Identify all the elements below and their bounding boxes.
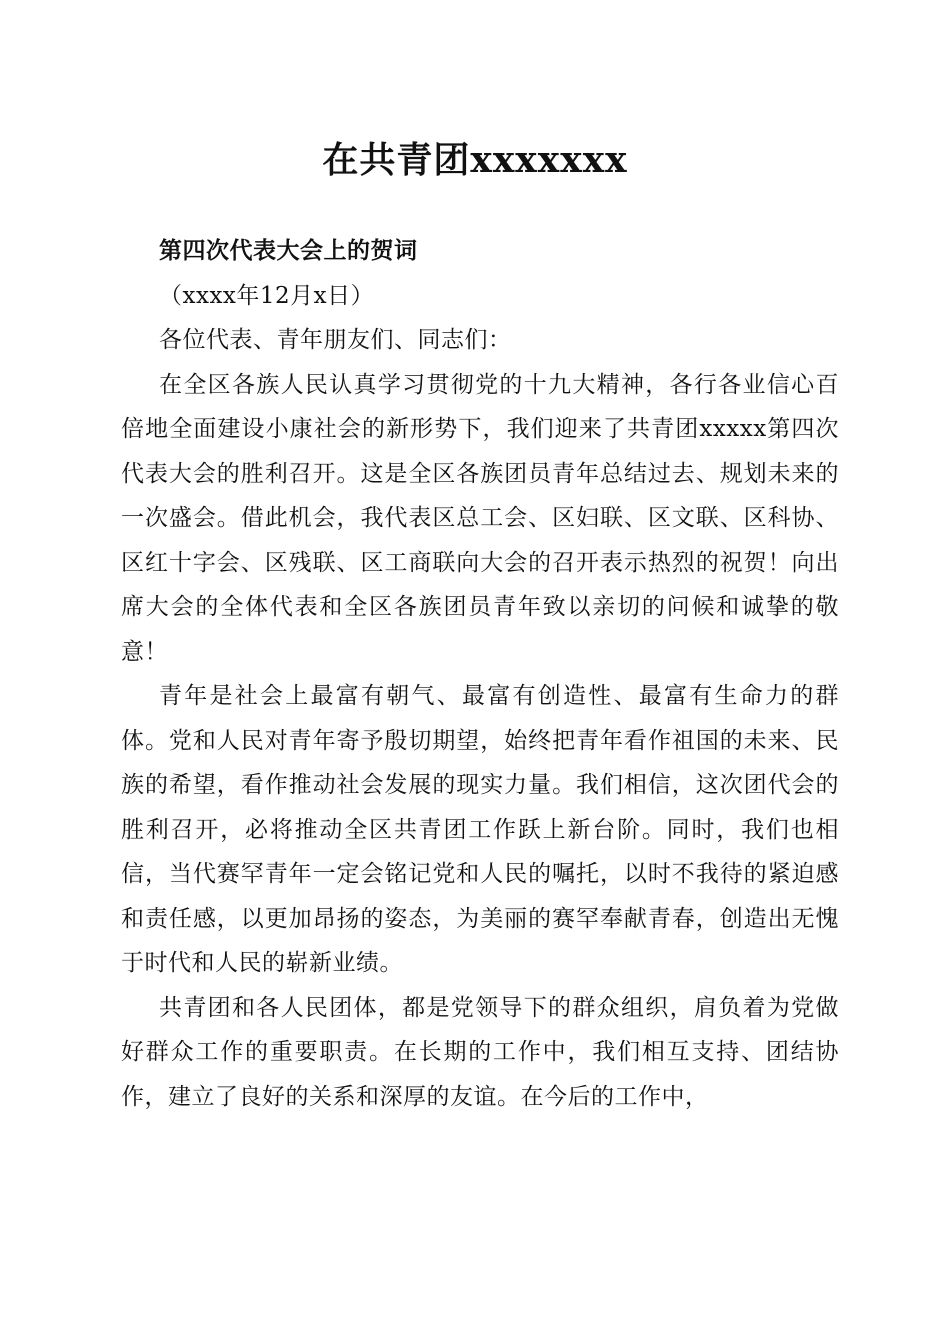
paragraph-1: 在全区各族人民认真学习贯彻党的十九大精神，各行各业信心百倍地全面建设小康社会的新形势下，我们迎来了共青团xxxxx第四次代表大会的胜利召开。这是全区各族团员青年总结过去、规划未来的一次盛会。借此机会，我代表区总工会、区妇联、区文联、区科协、区红十字会、区残联、区工商联向大会的召开表示热烈的祝贺！向出席大会的全体代表和全区各族团员青年致以亲切的问候和诚挚的敬意！ (121, 371, 839, 665)
document-body (121, 229, 839, 1119)
paragraph-2: 青年是社会上最富有朝气、最富有创造性、最富有生命力的群体。党和人民对青年寄予殷切期望，始终把青年看作祖国的未来、民族的希望，看作推动社会发展的现实力量。我们相信，这次团代会的胜利召开，必将推动全区共青团工作跃上新台阶。同时，我们也相信，当代赛罕青年一定会铭记党和人民的嘱托，以时不我待的紧迫感和责任感，以更加昂扬的姿态，为美丽的赛罕奉献青春，创造出无愧于时代和人民的崭新业绩。 (121, 683, 839, 976)
document-title: 在共青团xxxxxxx (322, 139, 628, 181)
salutation: 各位代表、青年朋友们、同志们： (159, 327, 512, 353)
document-subtitle: 第四次代表大会上的贺词 (159, 237, 418, 264)
paragraph-3: 共青团和各人民团体，都是党领导下的群众组织，肩负着为党做好群众工作的重要职责。在长期的工作中，我们相互支持、团结协作，建立了良好的关系和深厚的友谊。在今后的工作中， (121, 994, 839, 1110)
document-date: （xxxx年12月x日） (159, 282, 375, 309)
